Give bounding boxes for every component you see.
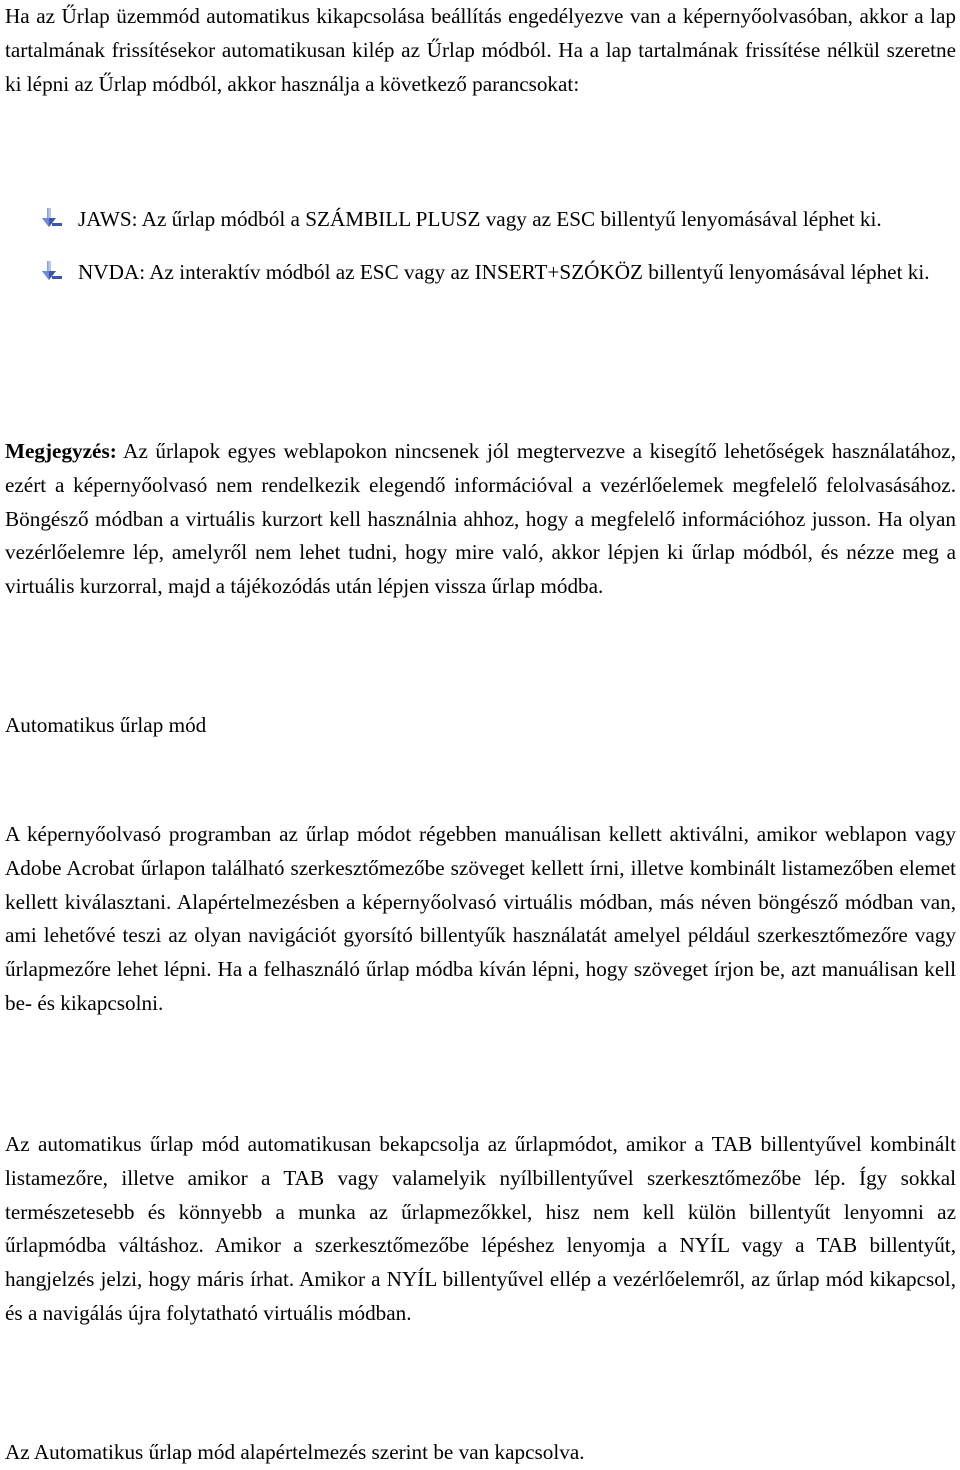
note-label: Megjegyzés: (5, 439, 117, 463)
note-text: Az űrlapok egyes weblapokon nincsenek jól megtervezve a kisegítő lehetőségek használatához, ezért a képernyőolvasó nem rendelkezik elegendő információval a vezérlőelemek megfelelő felolvasásához. Böngésző módban a virtuális kurzort kell használnia ahhoz, hogy a megfelelő információhoz jusson. Ha olyan vezérlőelemre lép, amelyről nem lehet tudni, hogy mire való, akkor lépjen ki űrlap módból, és nézze meg a virtuális kurzorral, majd a tájékozódás után lépjen vissza űrlap módba. (5, 439, 956, 599)
note-paragraph (5, 435, 956, 604)
arrow-bullet-icon (41, 260, 63, 282)
section-paragraph-3: Az Automatikus űrlap mód alapértelmezés szerint be van kapcsolva. (5, 1440, 585, 1464)
list-item-jaws (5, 203, 956, 237)
command-list (5, 203, 956, 290)
section-paragraph-2: Az automatikus űrlap mód automatikusan bekapcsolja az űrlapmódot, amikor a TAB billentyűvel kombinált listamezőre, illetve amikor a TAB vagy valamelyik nyílbillentyűvel szerkesztőmezőbe lép. Így sokkal természetesebb és könnyebb a munka az űrlapmezőkkel, hisz nem kell külön billentyűt lenyomni az űrlapmódba váltáshoz. Amikor a szerkesztőmezőbe lépéshez lenyomja a NYÍL vagy a TAB billentyűt, hangjelzés jelzi, hogy máris írhat. Amikor a NYÍL billentyűvel ellép a vezérlőelemről, az űrlap mód kikapcsol, és a navigálás újra folytatható virtuális módban. (5, 1132, 956, 1325)
intro-paragraph: Ha az Űrlap üzemmód automatikus kikapcsolása beállítás engedélyezve van a képernyőolvasóban, akkor a lap tartalmának frissítésekor automatikusan kilép az Űrlap módból. Ha a lap tartalmának frissítése nélkül szeretne ki lépni az Űrlap módból, akkor használja a következő parancsokat: (5, 4, 956, 96)
list-item-text: NVDA: Az interaktív módból az ESC vagy az INSERT+SZÓKÖZ billentyű lenyomásával léphet ki. (78, 259, 930, 284)
list-item-nvda (5, 256, 956, 290)
list-item-text: JAWS: Az űrlap módból a SZÁMBILL PLUSZ vagy az ESC billentyű lenyomásával léphet ki. (78, 207, 882, 231)
arrow-bullet-icon (41, 207, 63, 229)
section-heading: Automatikus űrlap mód (5, 713, 207, 737)
section-paragraph-1: A képernyőolvasó programban az űrlap módot régebben manuálisan kellett aktiválni, amikor weblapon vagy Adobe Acrobat űrlapon található szerkesztőmezőbe szöveget kellett írni, illetve kombinált listamezőben elemet kellett kiválasztani. Alapértelmezésben a képernyőolvasó virtuális módban, más néven böngésző módban van, ami lehetővé teszi az olyan navigációt gyorsító billentyűk használatát amelyel például szerkesztőmezőre vagy űrlapmezőre lehet lépni. Ha a felhasználó űrlap módba kíván lépni, hogy szöveget írjon be, azt manuálisan kell be- és kikapcsolni. (5, 822, 956, 1015)
